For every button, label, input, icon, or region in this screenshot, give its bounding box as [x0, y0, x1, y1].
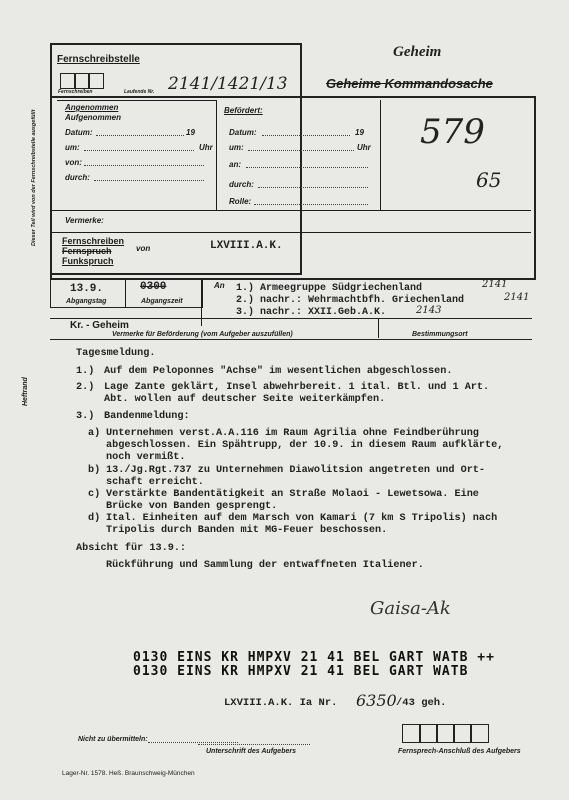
handling-value: Kr. - Geheim	[70, 320, 129, 331]
check-box-3	[88, 73, 104, 89]
abgangszeit-label: Abgangszeit	[141, 298, 183, 305]
item-1-text: Auf dem Peloponnes "Achse" im wesentlichen abgeschlossen.	[104, 366, 453, 377]
reception-von-label: von:	[65, 158, 82, 167]
reception-um-label: um:	[65, 143, 80, 152]
laufende-nr-value: 2141/1421/13	[168, 74, 288, 94]
forwarding-jahr: 19	[355, 128, 364, 137]
sub-b-line-2: schaft erreicht.	[106, 477, 204, 488]
sub-d-num: d)	[88, 513, 101, 524]
sub-a-num: a)	[88, 428, 101, 439]
form-type-struck: Fernspruch	[62, 246, 112, 256]
side-note-vertical: Dieser Teil wird von der Fernschreibstelle ausgefüllt	[31, 109, 37, 246]
intent-text: Rückführung und Sammlung der entwaffneten Italiener.	[106, 560, 424, 571]
form-type-2: Funkspruch	[62, 256, 114, 266]
reception-uhr: Uhr	[199, 143, 213, 152]
margin-note: Heftrand	[22, 377, 29, 406]
item-2-line-1: Lage Zante geklärt, Insel abwehrbereit. 1 ital. Btl. und 1 Art.	[104, 382, 490, 393]
signature: Gaisa-Ak	[370, 598, 451, 619]
reception-jahr: 19	[186, 128, 195, 137]
sub-c-line-1: Verstärkte Bandentätigkeit an Straße Molaoi - Lewetsowa. Eine	[106, 489, 479, 500]
aufgenommen-label: Aufgenommen	[65, 113, 121, 122]
sub-c-line-2: Brücke von Banden gesprengt.	[106, 501, 278, 512]
an-label: An	[214, 281, 225, 290]
sub-c-num: c)	[88, 489, 101, 500]
classification-struck: Geheime Kommandosache	[326, 76, 493, 91]
handling-caption: Vermerke für Beförderung (vom Aufgeber auszufüllen)	[112, 331, 293, 338]
recipient-3: 3.) nachr.: XXII.Geb.A.K.	[236, 307, 387, 318]
sub-b-num: b)	[88, 465, 101, 476]
reference-number: 6350	[356, 691, 397, 710]
classification-top: Geheim	[393, 44, 442, 60]
forwarding-rolle-label: Rolle:	[229, 197, 252, 206]
reception-datum-label: Datum:	[65, 128, 93, 137]
fernsprech-label: Fernsprech-Anschluß des Aufgebers	[398, 748, 521, 755]
sender-label: von	[136, 244, 151, 253]
teleprinter-line-1: 0130 EINS KR HMPXV 21 41 BEL GART WATB ++	[133, 650, 495, 665]
nicht-label: Nicht zu übermitteln:	[78, 736, 148, 743]
bestimmungsort-label: Bestimmungsort	[412, 331, 468, 338]
intent-heading: Absicht für 13.9.:	[76, 543, 187, 554]
sub-a-line-3: noch vermißt.	[106, 452, 186, 463]
item-3-text: Bandenmeldung:	[104, 411, 190, 422]
sub-d-line-1: Ital. Einheiten auf dem Marsch von Kamari (7 km S Tripolis) nach	[106, 513, 498, 524]
sub-b-line-1: 13./Jg.Rgt.737 zu Unternehmen Diawolitsion angetreten und Ort-	[106, 465, 486, 476]
recipient-2-note: 2141	[504, 292, 530, 303]
abgangstag-label: Abgangstag	[66, 298, 107, 305]
teleprinter-line-2: 0130 EINS KR HMPXV 21 41 BEL GART WATB	[133, 664, 469, 679]
forwarding-title: Befördert:	[224, 106, 263, 115]
recipient-2: 2.) nachr.: Wehrmachtbfh. Griechenland	[236, 295, 465, 306]
sender: LXVIII.A.K.	[210, 240, 283, 252]
laufende-nr-label: Laufende Nr.	[124, 89, 155, 95]
recipient-1-note: 2141	[482, 279, 508, 290]
message-heading: Tagesmeldung.	[76, 348, 156, 359]
item-3-num: 3.)	[76, 411, 95, 422]
sub-a-line-2: abgeschlossen. Ein Spähtrupp, der 10.9. in diesem Raum aufklärte,	[106, 440, 504, 451]
forwarding-an-label: an:	[229, 160, 241, 169]
forwarding-datum-label: Datum:	[229, 128, 257, 137]
item-2-line-2: Abt. wollen auf deutscher Seite weiterkämpfen.	[104, 394, 386, 405]
recipient-3-note: 2143	[416, 305, 442, 316]
angenommen-label: Angenommen	[65, 103, 119, 112]
office-label: Fernschreibstelle	[57, 54, 140, 65]
register-sub: 65	[476, 168, 502, 192]
forwarding-um-label: um:	[229, 143, 244, 152]
abgangszeit-value: 0300	[140, 281, 167, 293]
phone-box-5	[470, 724, 489, 743]
reception-durch-label: durch:	[65, 173, 90, 182]
register-number: 579	[420, 112, 485, 152]
abgangstag-value: 13.9.	[70, 283, 104, 295]
item-1-num: 1.)	[76, 366, 95, 377]
reference-suffix: /43 geh.	[396, 697, 447, 709]
forwarding-durch-label: durch:	[229, 180, 254, 189]
vermerke-label: Vermerke:	[65, 216, 104, 225]
unterschrift-label: Unterschrift des Aufgebers	[206, 748, 296, 755]
form-type-1: Fernschreiben	[62, 236, 125, 246]
item-2-num: 2.)	[76, 382, 95, 393]
recipient-1: 1.) Armeegruppe Südgriechenland	[236, 283, 423, 294]
sub-d-line-2: Tripolis durch Banden mit MG-Feuer beschossen.	[106, 525, 388, 536]
printer-imprint: Lager-Nr. 1578. Heß. Braunschweig-München	[62, 770, 195, 777]
sub-a-line-1: Unternehmen verst.A.A.116 im Raum Agrilia ohne Feindberührung	[106, 428, 479, 439]
fs-label: Fernschreiben	[58, 89, 93, 95]
forwarding-uhr: Uhr	[357, 143, 371, 152]
reference-prefix: LXVIII.A.K. Ia Nr.	[224, 697, 338, 709]
